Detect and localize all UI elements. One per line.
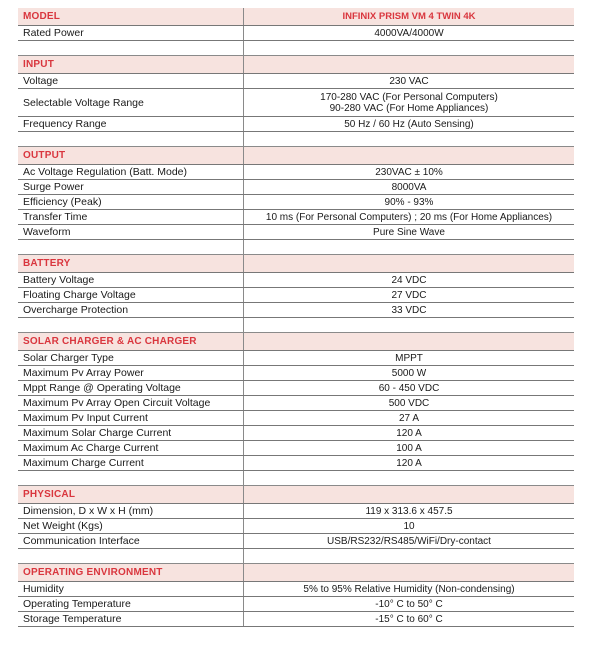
model-name	[244, 255, 574, 272]
spec-label: Floating Charge Voltage	[18, 288, 244, 302]
spec-value	[244, 210, 574, 224]
spec-value-line: 27 VDC	[391, 289, 427, 301]
spec-label: Maximum Charge Current	[18, 456, 244, 470]
model-name	[244, 333, 574, 350]
spec-value-line: 120 A	[396, 457, 422, 469]
spec-label: Surge Power	[18, 180, 244, 194]
spec-value	[244, 366, 574, 380]
spec-value-line: 500 VDC	[388, 397, 430, 409]
section-title: OUTPUT	[18, 147, 244, 164]
spacer-cell	[244, 132, 574, 146]
spec-label: Voltage	[18, 74, 244, 88]
section-title: SOLAR CHARGER & AC CHARGER	[18, 333, 244, 350]
spec-label: Rated Power	[18, 26, 244, 40]
spec-value	[244, 456, 574, 470]
spec-row-maximum-pv-array-power	[18, 366, 574, 381]
spec-row-maximum-pv-input-current	[18, 411, 574, 426]
spec-value	[244, 504, 574, 518]
spec-value	[244, 273, 574, 287]
spec-row-transfer-time	[18, 210, 574, 225]
spacer-cell	[244, 549, 574, 563]
spacer-cell	[244, 240, 574, 254]
spec-value-line: 170-280 VAC (For Personal Computers)	[320, 91, 498, 103]
model-name	[244, 56, 574, 73]
section-spacer	[18, 549, 574, 564]
spec-label: Storage Temperature	[18, 612, 244, 626]
spec-value	[244, 303, 574, 317]
section-title: PHYSICAL	[18, 486, 244, 503]
spec-value	[244, 351, 574, 365]
section-spacer	[18, 240, 574, 255]
spec-value	[244, 597, 574, 611]
spacer-cell	[18, 41, 244, 55]
spec-row-maximum-charge-current	[18, 456, 574, 471]
spec-value	[244, 117, 574, 131]
spec-label: Net Weight (Kgs)	[18, 519, 244, 533]
spec-value-line: 5% to 95% Relative Humidity (Non-condensing)	[303, 583, 515, 595]
spec-row-battery-voltage	[18, 273, 574, 288]
spec-label: Mppt Range @ Operating Voltage	[18, 381, 244, 395]
spec-label: Waveform	[18, 225, 244, 239]
spacer-cell	[18, 240, 244, 254]
spec-value	[244, 534, 574, 548]
spacer-cell	[244, 471, 574, 485]
spec-row-overcharge-protection	[18, 303, 574, 318]
spec-value	[244, 612, 574, 626]
spec-label: Maximum Solar Charge Current	[18, 426, 244, 440]
spec-value-line: 10 ms (For Personal Computers) ; 20 ms (For Home Appliances)	[265, 211, 553, 223]
spacer-cell	[244, 41, 574, 55]
spec-label: Maximum Pv Array Power	[18, 366, 244, 380]
spec-value-line: 50 Hz / 60 Hz (Auto Sensing)	[344, 118, 474, 130]
spec-row-ac-voltage-regulation-batt-mode	[18, 165, 574, 180]
spec-row-mppt-range-operating-voltage	[18, 381, 574, 396]
spec-label: Ac Voltage Regulation (Batt. Mode)	[18, 165, 244, 179]
spec-value-line: 230 VAC	[389, 75, 429, 87]
spec-value	[244, 288, 574, 302]
spec-value	[244, 74, 574, 88]
spacer-cell	[18, 132, 244, 146]
spec-label: Selectable Voltage Range	[18, 89, 244, 116]
section-title: BATTERY	[18, 255, 244, 272]
section-header	[18, 333, 574, 351]
section-spacer	[18, 41, 574, 56]
spec-value-line: 8000VA	[391, 181, 427, 193]
spec-value-line: 4000VA/4000W	[374, 27, 444, 39]
model-name	[244, 486, 574, 503]
spacer-cell	[18, 318, 244, 332]
spec-label: Efficiency (Peak)	[18, 195, 244, 209]
model-name: INFINIX PRISM VM 4 TWIN 4K	[342, 11, 476, 22]
section-spacer	[18, 471, 574, 486]
spec-value-line: -10° C to 50° C	[375, 598, 443, 610]
model-name	[244, 564, 574, 581]
spec-row-surge-power	[18, 180, 574, 195]
spec-row-rated-power	[18, 26, 574, 41]
spacer-cell	[18, 471, 244, 485]
section-header	[18, 147, 574, 165]
spec-value	[244, 411, 574, 425]
spec-value	[244, 26, 574, 40]
spacer-cell	[244, 318, 574, 332]
spec-value-line: 24 VDC	[391, 274, 427, 286]
spec-label: Maximum Pv Array Open Circuit Voltage	[18, 396, 244, 410]
spec-label: Battery Voltage	[18, 273, 244, 287]
spec-label: Overcharge Protection	[18, 303, 244, 317]
spec-row-waveform	[18, 225, 574, 240]
spec-value	[244, 180, 574, 194]
section-spacer	[18, 132, 574, 147]
section-header	[18, 486, 574, 504]
section-header	[18, 564, 574, 582]
section-spacer	[18, 318, 574, 333]
section-title: OPERATING ENVIRONMENT	[18, 564, 244, 581]
spec-row-solar-charger-type	[18, 351, 574, 366]
spec-row-communication-interface	[18, 534, 574, 549]
spec-value	[244, 519, 574, 533]
spec-value-line: 90-280 VAC (For Home Appliances)	[329, 102, 489, 114]
section-header	[18, 56, 574, 74]
spec-value-line: MPPT	[395, 352, 423, 364]
spec-value-line: 90% - 93%	[384, 196, 434, 208]
spec-value	[244, 441, 574, 455]
spec-row-net-weight-kgs	[18, 519, 574, 534]
spec-row-maximum-pv-array-open-circuit-voltage	[18, 396, 574, 411]
spec-value-line: 120 A	[396, 427, 422, 439]
spec-row-efficiency-peak	[18, 195, 574, 210]
spec-label: Solar Charger Type	[18, 351, 244, 365]
spec-value	[244, 396, 574, 410]
spec-row-floating-charge-voltage	[18, 288, 574, 303]
spec-row-dimension-d-x-w-x-h-mm	[18, 504, 574, 519]
spec-value-line: 119 x 313.6 x 457.5	[365, 505, 453, 517]
spec-value-line: 27 A	[398, 412, 420, 424]
spec-value-line: 230VAC ± 10%	[375, 166, 443, 178]
spacer-cell	[18, 549, 244, 563]
section-title: MODEL	[18, 8, 244, 25]
spec-table	[18, 8, 574, 627]
spec-label: Transfer Time	[18, 210, 244, 224]
section-header	[18, 8, 574, 26]
spec-value-line: 60 - 450 VDC	[378, 382, 440, 394]
model-name	[244, 147, 574, 164]
spec-value-line: USB/RS232/RS485/WiFi/Dry-contact	[327, 535, 491, 547]
spec-value	[244, 89, 574, 116]
spec-label: Operating Temperature	[18, 597, 244, 611]
spec-label: Dimension, D x W x H (mm)	[18, 504, 244, 518]
spec-label: Frequency Range	[18, 117, 244, 131]
spec-row-humidity	[18, 582, 574, 597]
spec-value	[244, 195, 574, 209]
spec-value-line: Pure Sine Wave	[373, 226, 445, 238]
spec-value-line: -15° C to 60° C	[375, 613, 443, 625]
spec-row-maximum-ac-charge-current	[18, 441, 574, 456]
spec-row-storage-temperature	[18, 612, 574, 627]
spec-label: Maximum Pv Input Current	[18, 411, 244, 425]
spec-row-frequency-range	[18, 117, 574, 132]
spec-value-line: 5000 W	[391, 367, 427, 379]
spec-row-operating-temperature	[18, 597, 574, 612]
spec-value-line: 33 VDC	[391, 304, 427, 316]
spec-value	[244, 165, 574, 179]
spec-label: Maximum Ac Charge Current	[18, 441, 244, 455]
spec-value	[244, 225, 574, 239]
section-header	[18, 255, 574, 273]
spec-value	[244, 426, 574, 440]
spec-value-line: 10	[403, 520, 415, 532]
section-title: INPUT	[18, 56, 244, 73]
spec-value-line: 100 A	[396, 442, 422, 454]
spec-label: Communication Interface	[18, 534, 244, 548]
spec-value	[244, 582, 574, 596]
spec-label: Humidity	[18, 582, 244, 596]
spec-row-selectable-voltage-range	[18, 89, 574, 117]
spec-row-maximum-solar-charge-current	[18, 426, 574, 441]
spec-row-voltage	[18, 74, 574, 89]
spec-value	[244, 381, 574, 395]
